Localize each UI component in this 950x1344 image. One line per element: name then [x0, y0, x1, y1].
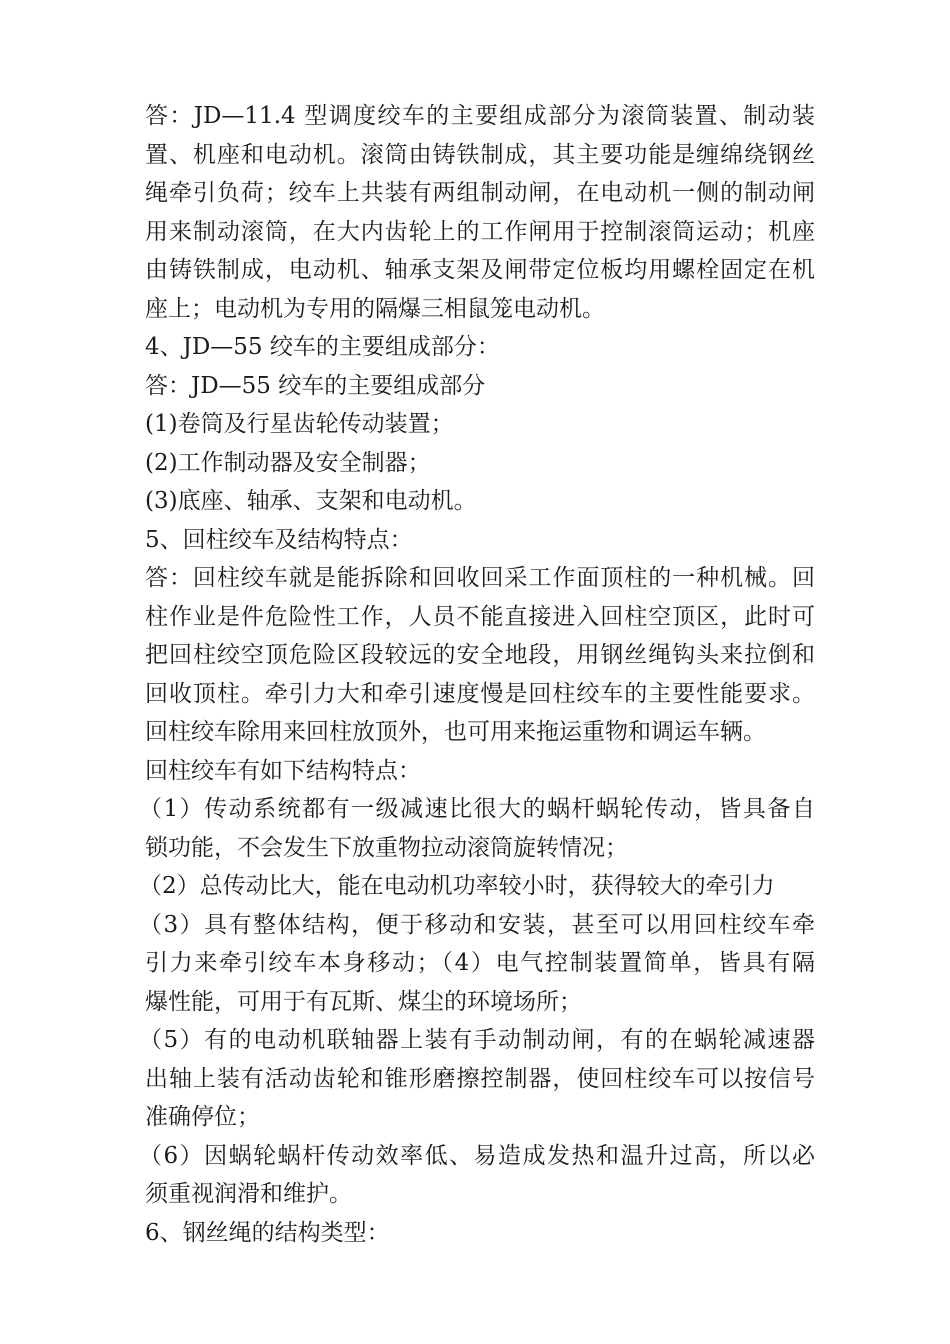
list-item: （3）具有整体结构，便于移动和安装，甚至可以用回柱绞车牵 — [139, 911, 815, 938]
section-heading: 4、JD—55 绞车的主要组成部分： — [145, 334, 500, 360]
text-line: 由铸铁制成，电动机、轴承支架及闸带定位板均用螺栓固定在机 — [145, 257, 815, 283]
text-line: 柱作业是件危险性工作，人员不能直接进入回柱空顶区，此时可 — [145, 603, 815, 630]
list-item: (3)底座、轴承、支架和电动机。 — [145, 488, 477, 514]
document-body — [139, 97, 815, 1252]
list-item: （2）总传动比大，能在电动机功率较小时，获得较大的牵引力 — [139, 873, 775, 899]
text-line: 用来制动滚筒，在大内齿轮上的工作闸用于控制滚筒运动；机座 — [145, 218, 815, 245]
text-line: 回柱绞车除用来回柱放顶外，也可用来拖运重物和调运车辆。 — [145, 719, 766, 745]
text-line: 答：JD—55 绞车的主要组成部分 — [145, 372, 486, 399]
list-item: （6）因蜗轮蜗杆传动效率低、易造成发热和温升过高，所以必 — [139, 1142, 815, 1169]
text-line: 座上；电动机为专用的隔爆三相鼠笼电动机。 — [145, 295, 605, 322]
text-line: 出轴上装有活动齿轮和锥形磨擦控制器，使回柱绞车可以按信号 — [145, 1065, 815, 1092]
text-line: 把回柱绞空顶危险区段较远的安全地段，用钢丝绳钩头来拉倒和 — [145, 642, 815, 668]
list-item: (2)工作制动器及安全制器； — [145, 449, 431, 476]
list-item: （5）有的电动机联轴器上装有手动制动闸，有的在蜗轮减速器 — [139, 1027, 815, 1053]
text-line: 绳牵引负荷；绞车上共装有两组制动闸，在电动机一侧的制动闸 — [145, 180, 815, 206]
section-heading: 5、回柱绞车及结构特点： — [145, 526, 413, 553]
section-heading: 6、钢丝绳的结构类型： — [145, 1219, 390, 1246]
text-line: 回柱绞车有如下结构特点： — [145, 757, 421, 784]
text-line: 引力来牵引绞车本身移动；（4）电气控制装置简单，皆具有隔 — [145, 950, 815, 976]
text-line: 答：回柱绞车就是能拆除和回收回采工作面顶柱的一种机械。回 — [145, 565, 815, 591]
text-line: 须重视润滑和维护。 — [145, 1181, 352, 1207]
list-item: （1）传动系统都有一级减速比很大的蜗杆蜗轮传动，皆具备自 — [139, 796, 815, 822]
text-line: 准确停位； — [145, 1104, 260, 1130]
text-line: 置、机座和电动机。滚筒由铸铁制成，其主要功能是缠绵绕钢丝 — [145, 141, 815, 168]
text-line: 爆性能，可用于有瓦斯、煤尘的环境场所； — [145, 988, 582, 1015]
text-line: 锁功能，不会发生下放重物拉动滚筒旋转情况； — [145, 834, 628, 861]
text-line: 回收顶柱。牵引力大和牵引速度慢是回柱绞车的主要性能要求。 — [145, 680, 815, 707]
list-item: (1)卷筒及行星齿轮传动装置； — [145, 411, 454, 437]
text-line: 答：JD—11.4 型调度绞车的主要组成部分为滚筒装置、制动装 — [145, 103, 815, 129]
